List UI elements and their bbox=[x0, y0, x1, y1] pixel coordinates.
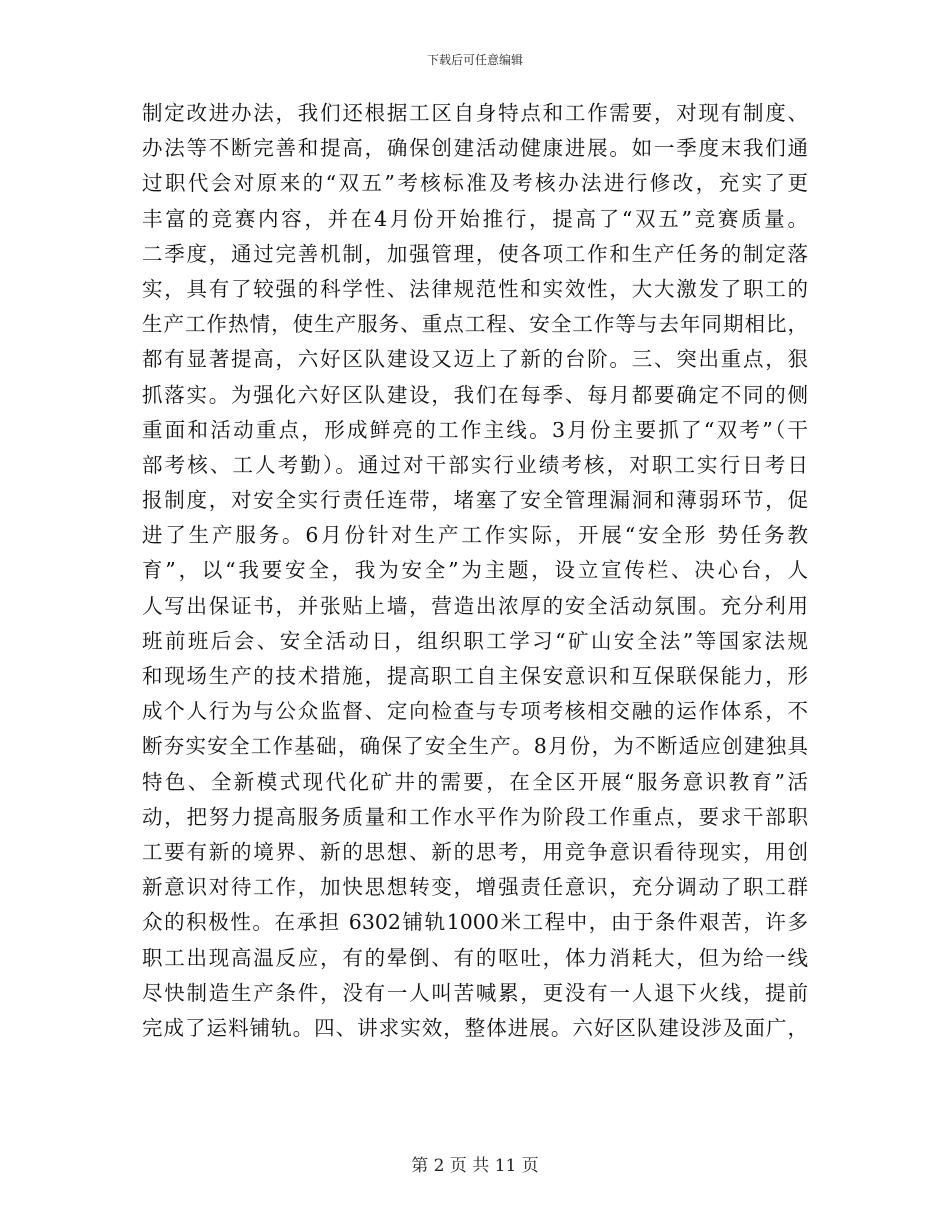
text-line: 重面和活动重点，形成鲜亮的工作主线。3月份主要抓了“双考”（干 bbox=[142, 417, 808, 442]
text-line: 班前班后会、安全活动日，组织职工学习“矿山安全法”等国家法规 bbox=[142, 628, 808, 653]
page-header: 下载后可任意编辑 bbox=[426, 53, 523, 67]
text-line: 过职代会对原来的“双五”考核标准及考核办法进行修改，充实了更 bbox=[142, 171, 808, 196]
text-line: 丰富的竞赛内容，并在4月份开始推行，提高了“双五”竞赛质量。 bbox=[142, 206, 808, 231]
text-line: 育”，以“我要安全，我为安全”为主题，设立宣传栏、决心台，人 bbox=[142, 558, 808, 583]
text-line: 断夯实安全工作基础，确保了安全生产。8月份，为不断适应创建独具 bbox=[142, 734, 808, 759]
text-line: 工要有新的境界、新的思想、新的思考，用竞争意识看待现实，用创 bbox=[142, 839, 808, 864]
text-line: 抓落实。为强化六好区队建设，我们在每季、每月都要确定不同的侧 bbox=[142, 382, 808, 407]
text-line: 实，具有了较强的科学性、法律规范性和实效性，大大激发了职工的 bbox=[142, 276, 808, 301]
body-text bbox=[142, 96, 808, 1046]
text-line: 动，把努力提高服务质量和工作水平作为阶段工作重点，要求干部职 bbox=[142, 804, 808, 829]
text-line: 进了生产服务。6月份针对生产工作实际，开展“安全形 势任务教 bbox=[142, 523, 808, 548]
text-line: 完成了运料铺轨。四、讲求实效，整体进展。六好区队建设涉及面广， bbox=[142, 1015, 808, 1040]
text-line: 部考核、工人考勤）。通过对干部实行业绩考核，对职工实行日考日 bbox=[142, 452, 808, 477]
text-line: 办法等不断完善和提高，确保创建活动健康进展。如一季度末我们通 bbox=[142, 136, 808, 161]
text-line: 职工出现高温反应，有的晕倒、有的呕吐，体力消耗大，但为给一线 bbox=[142, 945, 808, 970]
text-line: 二季度，通过完善机制，加强管理，使各项工作和生产任务的制定落 bbox=[142, 241, 808, 266]
text-line: 人写出保证书，并张贴上墙，营造出浓厚的安全活动氛围。充分利用 bbox=[142, 593, 808, 618]
text-line: 新意识对待工作，加快思想转变，增强责任意识，充分调动了职工群 bbox=[142, 875, 808, 900]
text-line: 报制度，对安全实行责任连带，堵塞了安全管理漏洞和薄弱环节，促 bbox=[142, 488, 808, 513]
text-line: 尽快制造生产条件，没有一人叫苦喊累，更没有一人退下火线，提前 bbox=[142, 980, 808, 1005]
page-number: 第 2 页 共 11 页 bbox=[411, 1156, 539, 1176]
text-line: 都有显著提高，六好区队建设又迈上了新的台阶。三、突出重点，狠 bbox=[142, 347, 808, 372]
text-line: 众的积极性。在承担 6302铺轨1000米工程中，由于条件艰苦，许多 bbox=[142, 910, 808, 935]
text-line: 生产工作热情，使生产服务、重点工程、安全工作等与去年同期相比， bbox=[142, 312, 808, 337]
text-line: 成个人行为与公众监督、定向检查与专项考核相交融的运作体系，不 bbox=[142, 699, 808, 724]
text-line: 制定改进办法，我们还根据工区自身特点和工作需要，对现有制度、 bbox=[142, 101, 808, 125]
text-line: 特色、全新模式现代化矿井的需要，在全区开展“服务意识教育”活 bbox=[142, 769, 808, 794]
text-line: 和现场生产的技术措施，提高职工自主保安意识和互保联保能力，形 bbox=[142, 664, 808, 688]
